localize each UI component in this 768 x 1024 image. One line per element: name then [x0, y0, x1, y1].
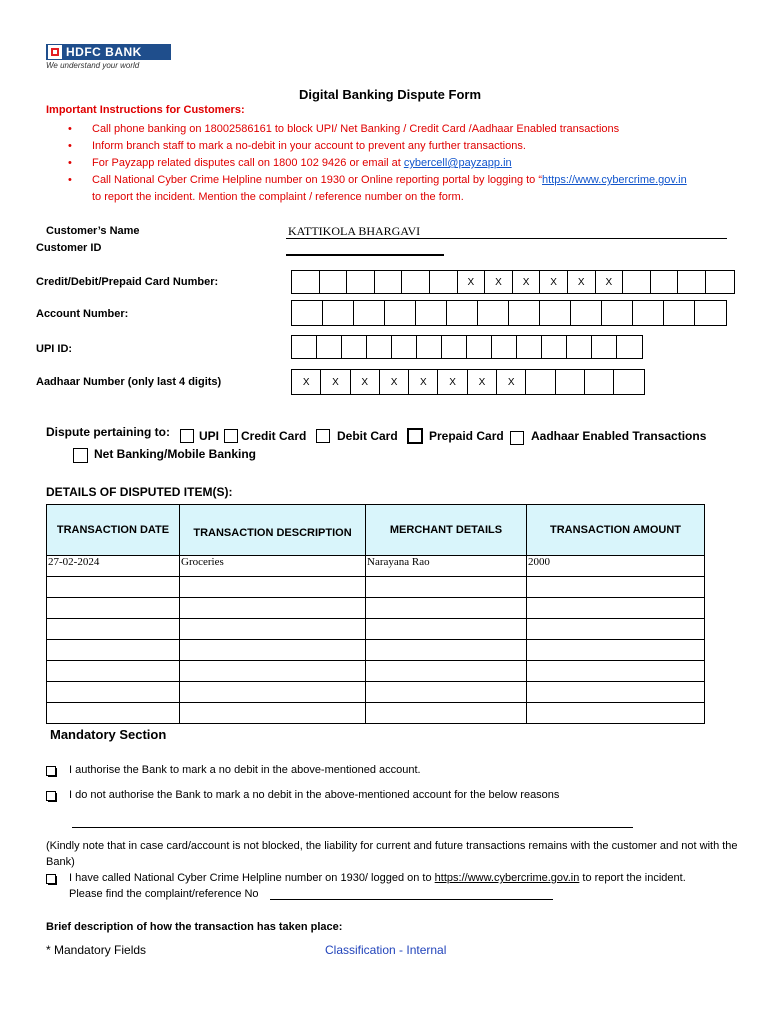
char-cell[interactable] — [585, 370, 614, 394]
char-cell[interactable] — [651, 271, 679, 293]
char-cell[interactable] — [695, 301, 726, 325]
aadhaar-label: Aadhaar Number (only last 4 digits) — [36, 376, 222, 388]
char-cell[interactable] — [492, 336, 517, 358]
char-cell[interactable] — [375, 271, 403, 293]
instruction-item-continued: to report the incident. Mention the complaint / reference number on the form. — [92, 191, 464, 203]
char-cell[interactable] — [467, 336, 492, 358]
char-cell[interactable]: X — [380, 370, 409, 394]
aadhaar-enabled-checkbox[interactable] — [510, 431, 524, 445]
table-cell[interactable] — [366, 703, 527, 724]
hdfc-logo — [46, 44, 171, 70]
char-cell[interactable] — [526, 370, 555, 394]
char-cell[interactable] — [342, 336, 367, 358]
table-cell[interactable] — [366, 682, 527, 703]
char-cell[interactable]: X — [351, 370, 380, 394]
char-cell[interactable] — [542, 336, 567, 358]
char-cell[interactable] — [678, 271, 706, 293]
char-cell[interactable] — [385, 301, 416, 325]
mandatory-section-heading: Mandatory Section — [50, 727, 167, 742]
table-cell[interactable] — [47, 703, 180, 724]
char-cell[interactable] — [478, 301, 509, 325]
char-cell[interactable] — [367, 336, 392, 358]
upi-checkbox[interactable] — [180, 429, 194, 443]
bank-name: HDFC BANK — [66, 45, 142, 59]
customer-id-line[interactable] — [286, 254, 444, 256]
helpline-checkbox[interactable] — [46, 874, 56, 884]
table-cell[interactable] — [527, 577, 705, 598]
table-cell[interactable] — [47, 619, 180, 640]
char-cell[interactable] — [509, 301, 540, 325]
table-row — [47, 682, 705, 703]
char-cell[interactable]: X — [513, 271, 541, 293]
table-cell[interactable] — [527, 661, 705, 682]
table-cell[interactable] — [180, 619, 366, 640]
char-cell[interactable] — [567, 336, 592, 358]
char-cell[interactable] — [292, 336, 317, 358]
instruction-item: • For Payzapp related disputes call on 1800 102 9426 or email at cybercell@payzapp.in — [68, 155, 748, 172]
classification-label: Classification - Internal — [325, 943, 447, 957]
char-cell[interactable]: X — [292, 370, 321, 394]
char-cell[interactable] — [706, 271, 734, 293]
char-cell[interactable] — [614, 370, 643, 394]
prepaid-card-checkbox[interactable] — [407, 428, 423, 444]
char-cell[interactable] — [402, 271, 430, 293]
column-header: TRANSACTION AMOUNT — [527, 505, 705, 556]
table-cell[interactable] — [47, 640, 180, 661]
column-header: MERCHANT DETAILS — [366, 505, 527, 556]
cybercrime-link[interactable]: https://www.cybercrime.gov.in — [542, 174, 687, 186]
upi-id-boxes[interactable] — [291, 335, 643, 359]
char-cell[interactable]: X — [409, 370, 438, 394]
customer-id-label: Customer ID — [36, 242, 102, 254]
table-row — [47, 640, 705, 661]
char-cell[interactable] — [602, 301, 633, 325]
table-cell[interactable] — [47, 577, 180, 598]
table-row — [47, 619, 705, 640]
not-authorise-text: I do not authorise the Bank to mark a no debit in the above-mentioned account for the below reasons — [69, 789, 560, 801]
liability-note: (Kindly note that in case card/account is not blocked, the liability for current and future transactions remains with the customer and not with the Bank) — [46, 840, 738, 868]
char-cell[interactable] — [592, 336, 617, 358]
disputed-items-table — [46, 504, 705, 724]
credit-card-checkbox[interactable] — [224, 429, 238, 443]
disputed-items-heading: DETAILS OF DISPUTED ITEM(S): — [46, 485, 233, 499]
char-cell[interactable]: X — [321, 370, 350, 394]
char-cell[interactable] — [540, 301, 571, 325]
char-cell[interactable] — [292, 301, 323, 325]
table-cell[interactable] — [180, 682, 366, 703]
char-cell[interactable] — [416, 301, 447, 325]
upi-id-label: UPI ID: — [36, 343, 73, 355]
char-cell[interactable]: X — [540, 271, 568, 293]
table-cell[interactable] — [47, 682, 180, 703]
table-cell[interactable] — [366, 577, 527, 598]
table-row — [47, 577, 705, 598]
table-cell[interactable] — [527, 682, 705, 703]
instructions-list — [68, 121, 748, 206]
table-cell[interactable] — [47, 598, 180, 619]
char-cell[interactable] — [447, 301, 478, 325]
char-cell[interactable]: X — [568, 271, 596, 293]
account-number-label: Account Number: — [36, 308, 129, 320]
char-cell[interactable] — [442, 336, 467, 358]
table-row — [47, 661, 705, 682]
customer-name-line — [286, 238, 727, 239]
char-cell[interactable] — [664, 301, 695, 325]
char-cell[interactable] — [354, 301, 385, 325]
table-header-row — [47, 505, 705, 556]
hdfc-logo-icon — [48, 45, 62, 59]
customer-name-value[interactable]: KATTIKOLA BHARGAVI — [288, 224, 421, 238]
instruction-item: • Inform branch staff to mark a no-debit in your account to prevent any further transactions. — [68, 138, 748, 155]
authorise-text: I authorise the Bank to mark a no debit in the above-mentioned account. — [69, 764, 421, 776]
char-cell[interactable] — [623, 271, 651, 293]
table-cell[interactable]: 27-02-2024 — [47, 556, 180, 577]
helpline-text: I have called National Cyber Crime Helpline number on 1930/ logged on to https://www.cybercrime.gov.in to report the incident. — [69, 872, 686, 884]
credit-card-option-label: Credit Card — [241, 429, 307, 443]
net-banking-checkbox[interactable] — [73, 448, 88, 463]
instruction-item: • Call National Cyber Crime Helpline number on 1930 or Online reporting portal by logging to “https://www.cybercrime.gov.in — [68, 172, 748, 189]
aadhaar-boxes[interactable] — [291, 369, 645, 395]
instruction-item: • Call phone banking on 18002586161 to block UPI/ Net Banking / Credit Card /Aadhaar Enabled transactions — [68, 121, 748, 138]
table-cell[interactable] — [366, 598, 527, 619]
column-header: TRANSACTION DESCRIPTION — [180, 505, 366, 556]
table-cell[interactable] — [527, 619, 705, 640]
char-cell[interactable] — [323, 301, 354, 325]
mandatory-fields-note: * Mandatory Fields — [46, 943, 147, 957]
bank-tagline: We understand your world — [46, 61, 140, 70]
prepaid-card-option-label: Prepaid Card — [429, 429, 504, 443]
table-cell[interactable] — [366, 661, 527, 682]
table-cell[interactable]: Narayana Rao — [366, 556, 527, 577]
table-cell[interactable] — [180, 661, 366, 682]
char-cell[interactable]: X — [458, 271, 486, 293]
char-cell[interactable] — [517, 336, 542, 358]
char-cell[interactable]: X — [596, 271, 624, 293]
table-cell[interactable] — [527, 598, 705, 619]
char-cell[interactable]: X — [468, 370, 497, 394]
not-authorise-checkbox[interactable] — [46, 791, 56, 801]
table-cell[interactable] — [180, 577, 366, 598]
table-cell[interactable] — [180, 703, 366, 724]
brief-description-label: Brief description of how the transaction has taken place: — [46, 921, 343, 933]
table-cell[interactable] — [527, 640, 705, 661]
upi-option-label: UPI — [199, 429, 220, 443]
card-number-label: Credit/Debit/Prepaid Card Number: — [36, 276, 219, 288]
char-cell[interactable]: X — [438, 370, 467, 394]
debit-card-checkbox[interactable] — [316, 429, 330, 443]
table-cell[interactable] — [366, 640, 527, 661]
net-banking-option-label: Net Banking/Mobile Banking — [94, 447, 257, 461]
table-cell[interactable] — [180, 640, 366, 661]
char-cell[interactable] — [392, 336, 417, 358]
dispute-label: Dispute pertaining to: — [46, 425, 170, 439]
char-cell[interactable] — [317, 336, 342, 358]
char-cell[interactable] — [320, 271, 348, 293]
char-cell[interactable] — [633, 301, 664, 325]
table-row — [47, 556, 705, 577]
char-cell[interactable] — [417, 336, 442, 358]
account-number-boxes[interactable] — [291, 300, 727, 326]
table-row — [47, 598, 705, 619]
char-cell[interactable]: X — [485, 271, 513, 293]
debit-card-option-label: Debit Card — [337, 429, 398, 443]
table-cell[interactable] — [527, 703, 705, 724]
table-row — [47, 703, 705, 724]
complaint-prompt: Please find the complaint/reference No — [69, 888, 259, 900]
char-cell[interactable] — [556, 370, 585, 394]
cybercrime-link-2[interactable]: https://www.cybercrime.gov.in — [434, 872, 580, 884]
char-cell[interactable] — [292, 271, 320, 293]
customer-name-label: Customer’s Name — [46, 225, 140, 237]
char-cell[interactable] — [430, 271, 458, 293]
complaint-number-line[interactable] — [270, 899, 553, 900]
card-number-boxes[interactable] — [291, 270, 735, 294]
reasons-line[interactable] — [72, 827, 633, 828]
aadhaar-enabled-option-label: Aadhaar Enabled Transactions — [531, 429, 707, 443]
table-cell[interactable]: Groceries — [180, 556, 366, 577]
authorise-checkbox[interactable] — [46, 766, 56, 776]
char-cell[interactable] — [347, 271, 375, 293]
instructions-heading: Important Instructions for Customers: — [46, 104, 245, 116]
char-cell[interactable]: X — [497, 370, 526, 394]
table-cell[interactable] — [180, 598, 366, 619]
char-cell[interactable] — [617, 336, 642, 358]
payzapp-email-link[interactable]: cybercell@payzapp.in — [403, 157, 512, 169]
form-title: Digital Banking Dispute Form — [298, 87, 481, 102]
table-cell[interactable] — [47, 661, 180, 682]
table-cell[interactable]: 2000 — [527, 556, 705, 577]
column-header: TRANSACTION DATE — [47, 505, 180, 556]
table-cell[interactable] — [366, 619, 527, 640]
char-cell[interactable] — [571, 301, 602, 325]
